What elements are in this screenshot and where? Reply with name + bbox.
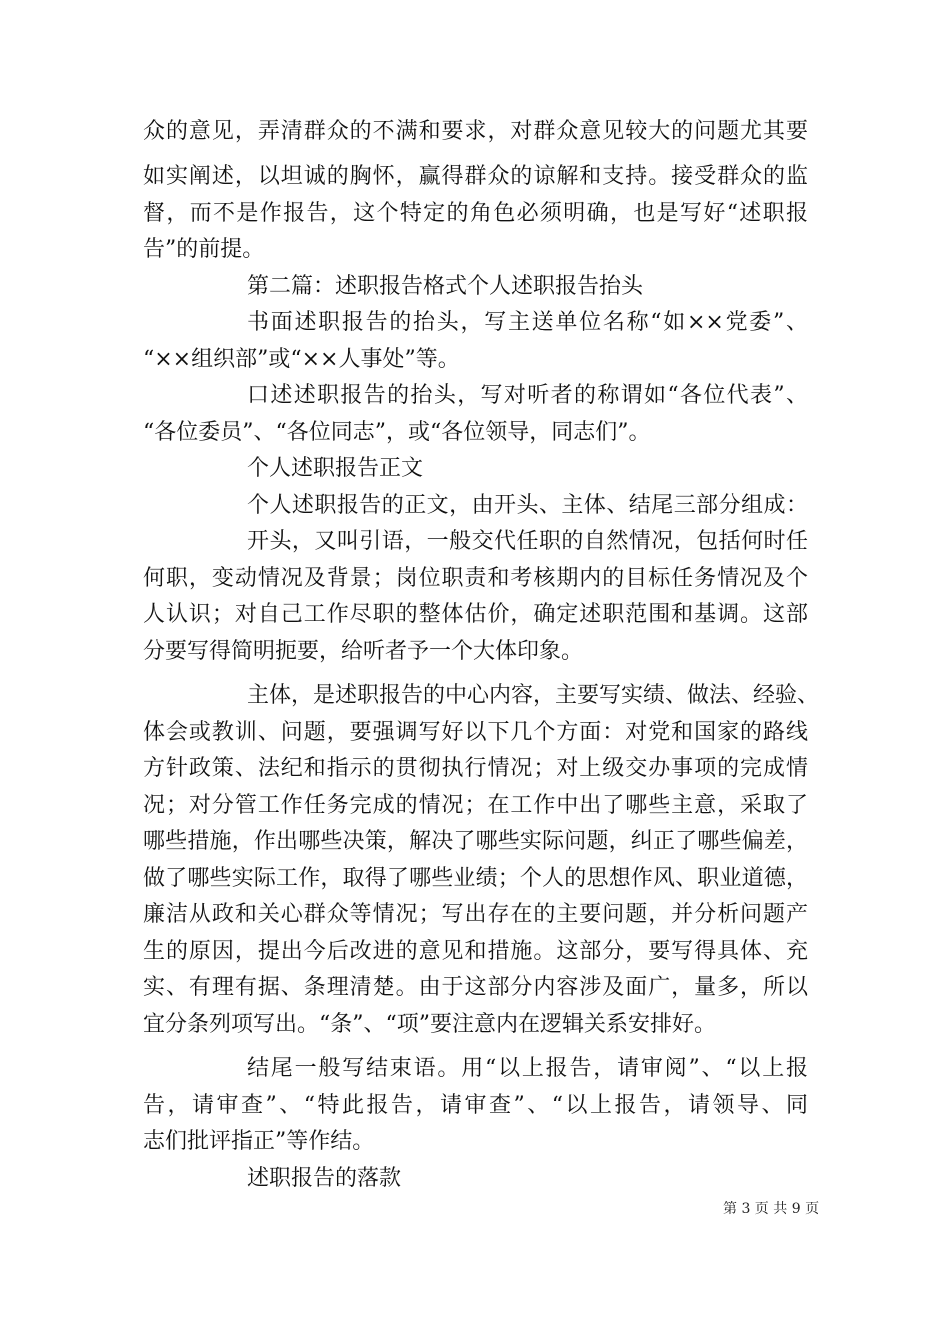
text-line: 体会或教训、问题，要强调写好以下几个方面：对党和国家的路线 [143,720,808,745]
text-line: 人认识；对自己工作尽职的整体估价，确定述职范围和基调。这部 [143,602,808,627]
text-line: 哪些措施，作出哪些决策，解决了哪些实际问题，纠正了哪些偏差， [143,829,808,854]
text-line: 督，而不是作报告，这个特定的角色必须明确，也是写好“述职报 [143,201,808,226]
text-line: 告，请审查”、“特此报告，请审查”、“以上报告，请领导、同 [143,1093,808,1118]
text-line: 口述述职报告的抬头，写对听者的称谓如“各位代表”、 [247,383,808,408]
text-line: 做了哪些实际工作，取得了哪些业绩；个人的思想作风、职业道德， [143,866,808,891]
text-line: 生的原因，提出今后改进的意见和措施。这部分，要写得具体、充 [143,939,808,964]
section-heading: 个人述职报告正文 [247,456,424,481]
text-line: 分要写得简明扼要，给听者予一个大体印象。 [143,639,584,664]
text-line: 况；对分管工作任务完成的情况；在工作中出了哪些主意，采取了 [143,793,808,818]
text-line: 开头，又叫引语，一般交代任职的自然情况，包括何时任 [247,529,808,554]
text-line: 告”的前提。 [143,237,265,262]
section-heading: 述职报告的落款 [247,1166,402,1191]
text-line: 如实阐述，以坦诚的胸怀，赢得群众的谅解和支持。接受群众的监 [143,164,808,189]
text-line: “各位委员”、“各位同志”，或“各位领导，同志们”。 [143,420,651,445]
text-line: 方针政策、法纪和指示的贯彻执行情况；对上级交办事项的完成情 [143,756,808,781]
text-line: 书面述职报告的抬头，写主送单位名称“如××党委”、 [247,310,808,335]
text-line: 实、有理有据、条理清楚。由于这部分内容涉及面广，量多，所以 [143,975,808,1000]
text-line: 主体，是述职报告的中心内容，主要写实绩、做法、经验、 [247,683,820,708]
text-line: 廉洁从政和关心群众等情况；写出存在的主要问题，并分析问题产 [143,902,808,927]
text-line: 志们批评指正”等作结。 [143,1129,375,1154]
text-line: 何职，变动情况及背景；岗位职责和考核期内的目标任务情况及个 [143,566,808,591]
page-number: 第 3 页 共 9 页 [723,1201,820,1217]
text-line: 结尾一般写结束语。用“以上报告，请审阅”、“以上报 [247,1056,808,1081]
text-line: 宜分条列项写出。“条”、“项”要注意内在逻辑关系安排好。 [143,1012,716,1037]
section-heading: 第二篇：述职报告格式个人述职报告抬头 [247,274,644,299]
text-line: 个人述职报告的正文，由开头、主体、结尾三部分组成： [247,493,808,518]
text-line: 众的意见，弄清群众的不满和要求，对群众意见较大的问题尤其要 [143,119,808,144]
text-line: “××组织部”或“××人事处”等。 [143,347,460,372]
